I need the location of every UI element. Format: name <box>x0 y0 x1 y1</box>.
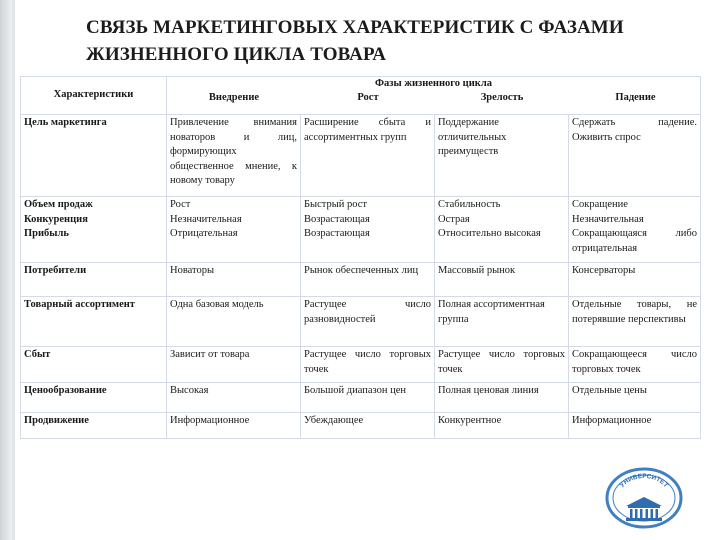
cell-value: Быстрый рост <box>304 199 368 210</box>
table-row <box>21 297 701 347</box>
cell-metrics-maturity <box>435 197 569 263</box>
cell-distribution-introduction: Зависит от товара <box>167 347 301 383</box>
cell-promotion-growth: Убеждающее <box>301 413 435 439</box>
cell-pricing-decline: Отдельные цены <box>569 383 701 413</box>
cell-goal-growth: Расширение сбыта и ассортиментных групп <box>301 115 435 197</box>
header-characteristics: Характеристики <box>21 77 167 115</box>
table-row <box>21 347 701 383</box>
slide-title: СВЯЗЬ МАРКЕТИНГОВЫХ ХАРАКТЕРИСТИК С ФАЗАМИ ЖИЗНЕННОГО ЦИКЛА ТОВАРА <box>86 17 624 65</box>
cell-distribution-maturity: Растущее число торговых точек <box>435 347 569 383</box>
header-phases-title: Фазы жизненного цикла <box>375 78 492 89</box>
table-row <box>21 197 701 263</box>
cell-assortment-introduction: Одна базовая модель <box>167 297 301 347</box>
row-label-consumers: Потребители <box>21 263 167 297</box>
cell-assortment-maturity: Полная ассортиментная группа <box>435 297 569 347</box>
cell-distribution-growth: Растущее число торговых точек <box>301 347 435 383</box>
cell-consumers-introduction: Новаторы <box>167 263 301 297</box>
cell-consumers-growth: Рынок обеспеченных лиц <box>301 263 435 297</box>
cell-pricing-growth: Большой диапазон цен <box>301 383 435 413</box>
left-decorative-bar <box>0 0 12 540</box>
cell-distribution-decline: Сокращающееся число торговых точек <box>569 347 701 383</box>
table-row <box>21 115 701 197</box>
cell-metrics-growth <box>301 197 435 263</box>
cell-promotion-maturity: Конкурентное <box>435 413 569 439</box>
phase-decline: Падение <box>615 92 656 103</box>
cell-value: Острая <box>438 213 470 225</box>
table-row <box>21 263 701 297</box>
row-label-sales-competition-profit <box>21 197 167 263</box>
cell-value: Стабильность <box>438 199 501 210</box>
table-row <box>21 413 701 439</box>
cell-value: Незначительная <box>572 213 644 225</box>
cell-goal-introduction: Привлечение внимания новаторов и лиц, формирующих общественное мнение, к новому товару <box>167 115 301 197</box>
phase-introduction: Внедрение <box>208 92 260 103</box>
row-label-assortment: Товарный ассортимент <box>21 297 167 347</box>
cell-value: Рост <box>170 199 191 210</box>
cell-pricing-introduction: Высокая <box>167 383 301 413</box>
table-header-row <box>21 77 701 115</box>
row-label-profit: Прибыль <box>24 228 69 239</box>
logo-text: УНИВЕРСИТЕТ <box>618 472 670 490</box>
left-decorative-bar-inner <box>12 0 15 540</box>
row-label-promotion: Продвижение <box>21 413 167 439</box>
cell-value: Возрастающая <box>304 213 370 225</box>
row-label-distribution: Сбыт <box>21 347 167 383</box>
cell-assortment-decline: Отдельные товары, не потерявшие перспективы <box>569 297 701 347</box>
cell-value: Относительно высокая <box>438 228 541 239</box>
table-row <box>21 383 701 413</box>
cell-value: Отрицательная <box>170 228 238 239</box>
logo-building-icon <box>626 497 662 521</box>
cell-value: Сокращающаяся либо отрицательная <box>572 228 697 254</box>
cell-value: Сокращение <box>572 199 628 210</box>
cell-goal-maturity: Поддержание отличительных преимуществ <box>435 115 569 197</box>
lifecycle-table <box>20 76 701 439</box>
university-logo <box>604 466 684 530</box>
cell-metrics-decline <box>569 197 701 263</box>
phase-names <box>167 91 700 105</box>
cell-metrics-introduction <box>167 197 301 263</box>
cell-promotion-introduction: Информационное <box>167 413 301 439</box>
cell-assortment-growth: Растущее число разновидностей <box>301 297 435 347</box>
phase-growth: Рост <box>357 92 379 103</box>
cell-promotion-decline: Информационное <box>569 413 701 439</box>
cell-value: Незначительная <box>170 213 242 225</box>
row-label-goal: Цель маркетинга <box>21 115 167 197</box>
cell-goal-decline: Сдержать падение. Оживить спрос <box>569 115 701 197</box>
row-label-pricing: Ценообразование <box>21 383 167 413</box>
header-phases <box>167 77 701 115</box>
row-label-competition: Конкуренция <box>24 213 88 225</box>
row-label-sales: Объем продаж <box>24 199 93 210</box>
cell-pricing-maturity: Полная ценовая линия <box>435 383 569 413</box>
cell-consumers-decline: Консерваторы <box>569 263 701 297</box>
cell-consumers-maturity: Массовый рынок <box>435 263 569 297</box>
cell-value: Возрастающая <box>304 228 370 239</box>
phase-maturity: Зрелость <box>480 92 524 103</box>
